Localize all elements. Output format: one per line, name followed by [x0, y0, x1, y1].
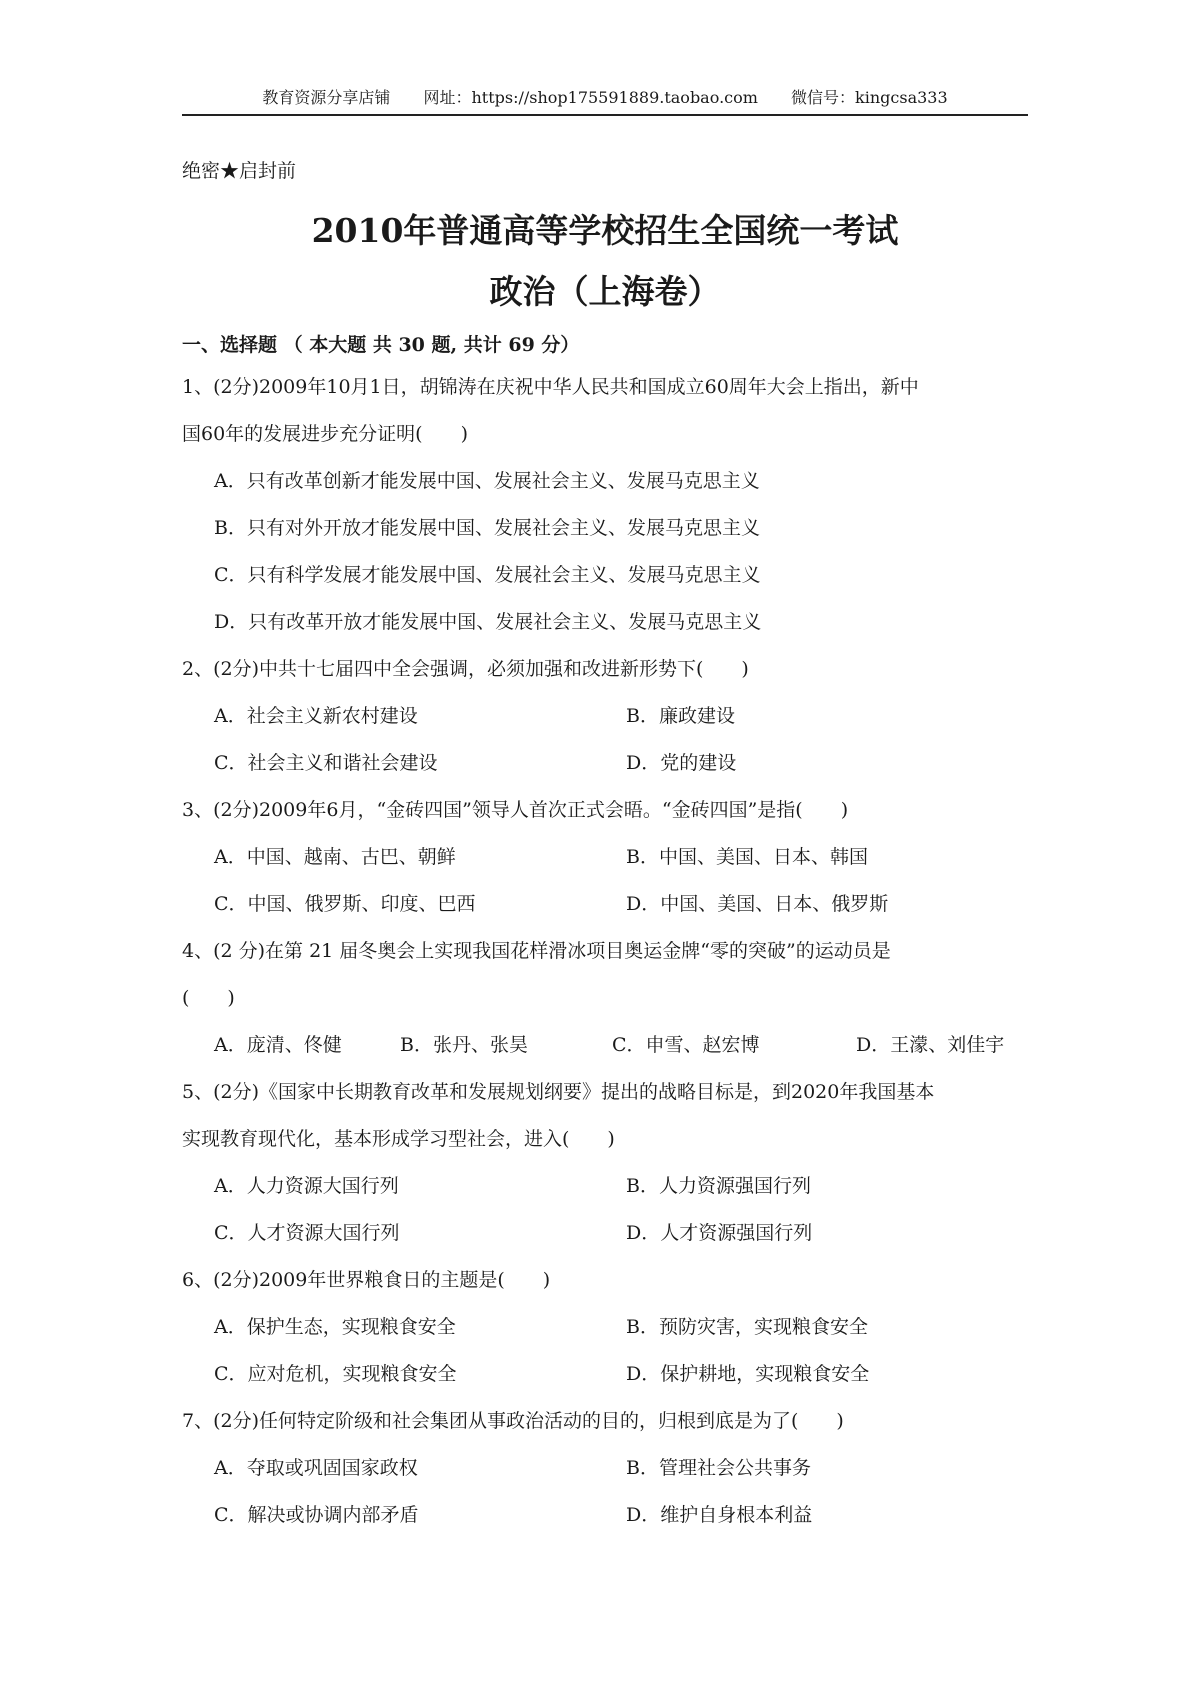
option-a: A．中国、越南、古巴、朝鲜 [214, 846, 456, 868]
question-1-stem: 1、(2分)2009年10月1日，胡锦涛在庆祝中华人民共和国成立60周年大会上指出，新中 [182, 376, 919, 398]
option-b: B．中国、美国、日本、韩国 [626, 846, 868, 868]
question-3-stem: 3、(2分)2009年6月，“金砖四国”领导人首次正式会晤。“金砖四国”是指( ) [182, 799, 849, 821]
exam-title: 2010年普通高等学校招生全国统一考试 [311, 211, 899, 250]
exam-subtitle: 政治（上海卷） [489, 272, 721, 311]
option-b: B．廉政建设 [626, 705, 735, 727]
option-c: C．申雪、赵宏博 [612, 1034, 760, 1056]
option-c: C．中国、俄罗斯、印度、巴西 [214, 893, 476, 915]
question-1-stem-cont: 国60年的发展进步充分证明( ) [182, 423, 469, 445]
option-d: D．只有改革开放才能发展中国、发展社会主义、发展马克思主义 [214, 611, 762, 633]
question-4-options [182, 1022, 1028, 1069]
option-d: D．中国、美国、日本、俄罗斯 [626, 893, 889, 915]
option-a: A．只有改革创新才能发展中国、发展社会主义、发展马克思主义 [214, 470, 760, 492]
option-b: B．预防灾害，实现粮食安全 [626, 1316, 868, 1338]
option-b: B．管理社会公共事务 [626, 1457, 811, 1479]
question-7-stem: 7、(2分)任何特定阶级和社会集团从事政治活动的目的，归根到底是为了( ) [182, 1410, 844, 1432]
option-a: A．夺取或巩固国家政权 [214, 1457, 418, 1479]
question-6-stem: 6、(2分)2009年世界粮食日的主题是( ) [182, 1269, 551, 1291]
option-c: C．社会主义和谐社会建设 [214, 752, 438, 774]
question-5-stem: 5、(2分)《国家中长期教育改革和发展规划纲要》提出的战略目标是，到2020年我国基本 [182, 1081, 935, 1103]
question-5-options [182, 1163, 1028, 1257]
question-4-stem-cont: ( ) [182, 987, 235, 1009]
option-a: A．庞清、佟健 [214, 1034, 342, 1056]
question-4-stem: 4、(2 分)在第 21 届冬奥会上实现我国花样滑冰项目奥运金牌“零的突破”的运动员是 [182, 940, 891, 962]
option-a: A．人力资源大国行列 [214, 1175, 399, 1197]
question-5-stem-cont: 实现教育现代化，基本形成学习型社会，进入( ) [182, 1128, 615, 1150]
page-header [182, 84, 1028, 116]
question-1-options [182, 458, 1028, 646]
option-d: D．党的建设 [626, 752, 737, 774]
option-c: C．人才资源大国行列 [214, 1222, 400, 1244]
option-b: B．只有对外开放才能发展中国、发展社会主义、发展马克思主义 [214, 517, 760, 539]
option-b: B．人力资源强国行列 [626, 1175, 811, 1197]
question-7-options [182, 1445, 1028, 1539]
option-d: D．保护耕地，实现粮食安全 [626, 1363, 870, 1385]
secret-label: 绝密★启封前 [182, 160, 297, 182]
question-2-stem: 2、(2分)中共十七届四中全会强调，必须加强和改进新形势下( ) [182, 658, 749, 680]
question-list [182, 364, 1028, 1539]
option-d: D．维护自身根本利益 [626, 1504, 813, 1526]
header-shop: 教育资源分享店铺 [262, 88, 391, 107]
option-d: D．王濛、刘佳宇 [856, 1034, 1005, 1056]
option-c: C．解决或协调内部矛盾 [214, 1504, 419, 1526]
header-url: 网址：https://shop175591889.taobao.com [423, 88, 758, 107]
option-a: A．保护生态，实现粮食安全 [214, 1316, 456, 1338]
question-3-options [182, 834, 1028, 928]
header-wechat: 微信号：kingcsa333 [791, 88, 948, 107]
option-c: C．只有科学发展才能发展中国、发展社会主义、发展马克思主义 [214, 564, 761, 586]
option-a: A．社会主义新农村建设 [214, 705, 418, 727]
option-c: C．应对危机，实现粮食安全 [214, 1363, 457, 1385]
option-b: B．张丹、张昊 [400, 1034, 528, 1056]
question-6-options [182, 1304, 1028, 1398]
option-d: D．人才资源强国行列 [626, 1222, 813, 1244]
question-2-options [182, 693, 1028, 787]
section-heading: 一、选择题 （ 本大题 共 30 题, 共计 69 分） [182, 334, 580, 356]
